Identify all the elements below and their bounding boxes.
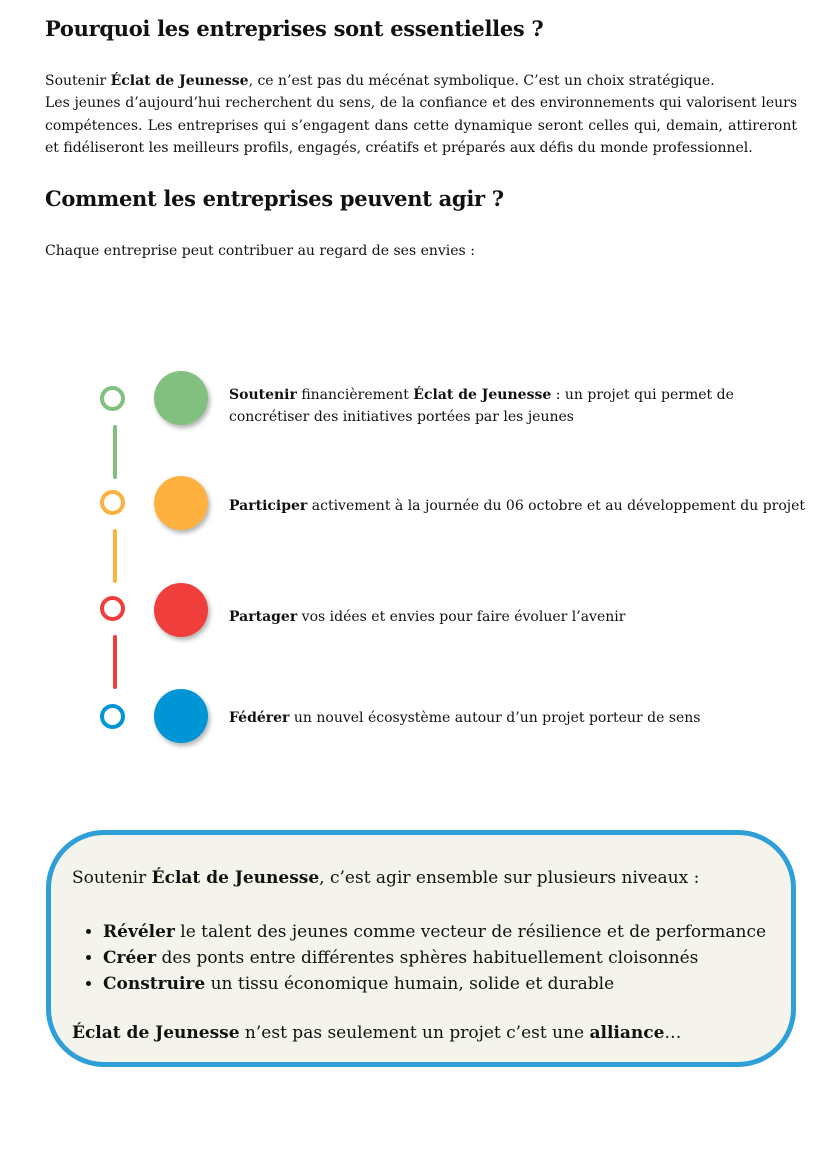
- action-verb: Créer: [103, 948, 157, 968]
- circle-icon-red: [154, 583, 208, 637]
- circle-icon-green: [154, 371, 208, 425]
- timeline-ring-icon: [100, 490, 125, 515]
- paragraph-text: , ce n’est pas du mécénat symbolique. C’est un choix stratégique.: [248, 73, 715, 89]
- timeline-ring-icon: [100, 704, 125, 729]
- item-text: un tissu économique humain, solide et durable: [205, 974, 615, 994]
- item-text: vos idées et envies pour faire évoluer l’avenir: [297, 609, 626, 625]
- section-title-why: Pourquoi les entreprises sont essentielles ?: [45, 16, 544, 41]
- action-verb: Construire: [103, 974, 206, 994]
- timeline-item-participate: [229, 495, 809, 517]
- callout-intro: [72, 868, 699, 888]
- paragraph-contribute: Chaque entreprise peut contribuer au regard de ses envies :: [45, 243, 475, 259]
- timeline-ring-icon: [100, 386, 125, 411]
- timeline-connector: [113, 635, 117, 689]
- callout-text: , c’est agir ensemble sur plusieurs niveaux :: [319, 868, 700, 888]
- item-text: activement à la journée du 06 octobre et au développement du projet: [307, 498, 806, 514]
- item-text: un nouvel écosystème autour d’un projet porteur de sens: [289, 710, 701, 726]
- paragraph-young-people: Les jeunes d’aujourd’hui recherchent du sens, de la confiance et des environnements qui valorisent leurs compétences. Les entreprises qui s’engagent dans cette dynamique seront celles qui, demain, attireront et fidéliseront les meilleurs profils, engagés, créatifs et préparés aux défis du monde professionnel.: [45, 95, 797, 156]
- timeline-item-federate: [229, 707, 809, 729]
- paragraph-text: Soutenir: [45, 73, 111, 89]
- list-item: [103, 919, 793, 945]
- list-item: [103, 971, 793, 997]
- action-verb: Soutenir: [229, 387, 297, 403]
- callout-closing: [72, 1023, 681, 1043]
- project-name: Éclat de Jeunesse: [413, 387, 552, 403]
- project-name: Éclat de Jeunesse: [151, 868, 320, 888]
- timeline-item-support: [229, 384, 809, 428]
- action-verb: Partager: [229, 609, 298, 625]
- item-text: financièrement: [296, 387, 414, 403]
- list-item: [103, 945, 793, 971]
- action-verb: Révéler: [103, 922, 175, 942]
- circle-icon-blue: [154, 689, 208, 743]
- section-title-how: Comment les entreprises peuvent agir ?: [45, 186, 504, 211]
- callout-text: Soutenir: [72, 868, 152, 888]
- project-name: Éclat de Jeunesse: [110, 73, 249, 89]
- item-text: : un projet qui permet de concrétiser des initiatives portées par les jeunes: [229, 387, 734, 425]
- timeline-connector: [113, 425, 117, 479]
- item-text: le talent des jeunes comme vecteur de résilience et de performance: [174, 922, 767, 942]
- callout-text: …: [664, 1023, 682, 1043]
- item-text: des ponts entre différentes sphères habituellement cloisonnés: [156, 948, 699, 968]
- timeline-ring-icon: [100, 596, 125, 621]
- circle-icon-orange: [154, 476, 208, 530]
- action-verb: Fédérer: [229, 710, 290, 726]
- callout-text: n’est pas seulement un projet c’est une: [239, 1023, 590, 1043]
- alliance-word: alliance: [589, 1023, 665, 1043]
- action-verb: Participer: [229, 498, 308, 514]
- timeline-connector: [113, 529, 117, 583]
- project-name: Éclat de Jeunesse: [72, 1023, 240, 1043]
- paragraph-strategic-choice: [45, 70, 797, 93]
- timeline-item-share: [229, 606, 809, 628]
- callout-box: [46, 830, 796, 1067]
- callout-bullet-list: [72, 919, 793, 997]
